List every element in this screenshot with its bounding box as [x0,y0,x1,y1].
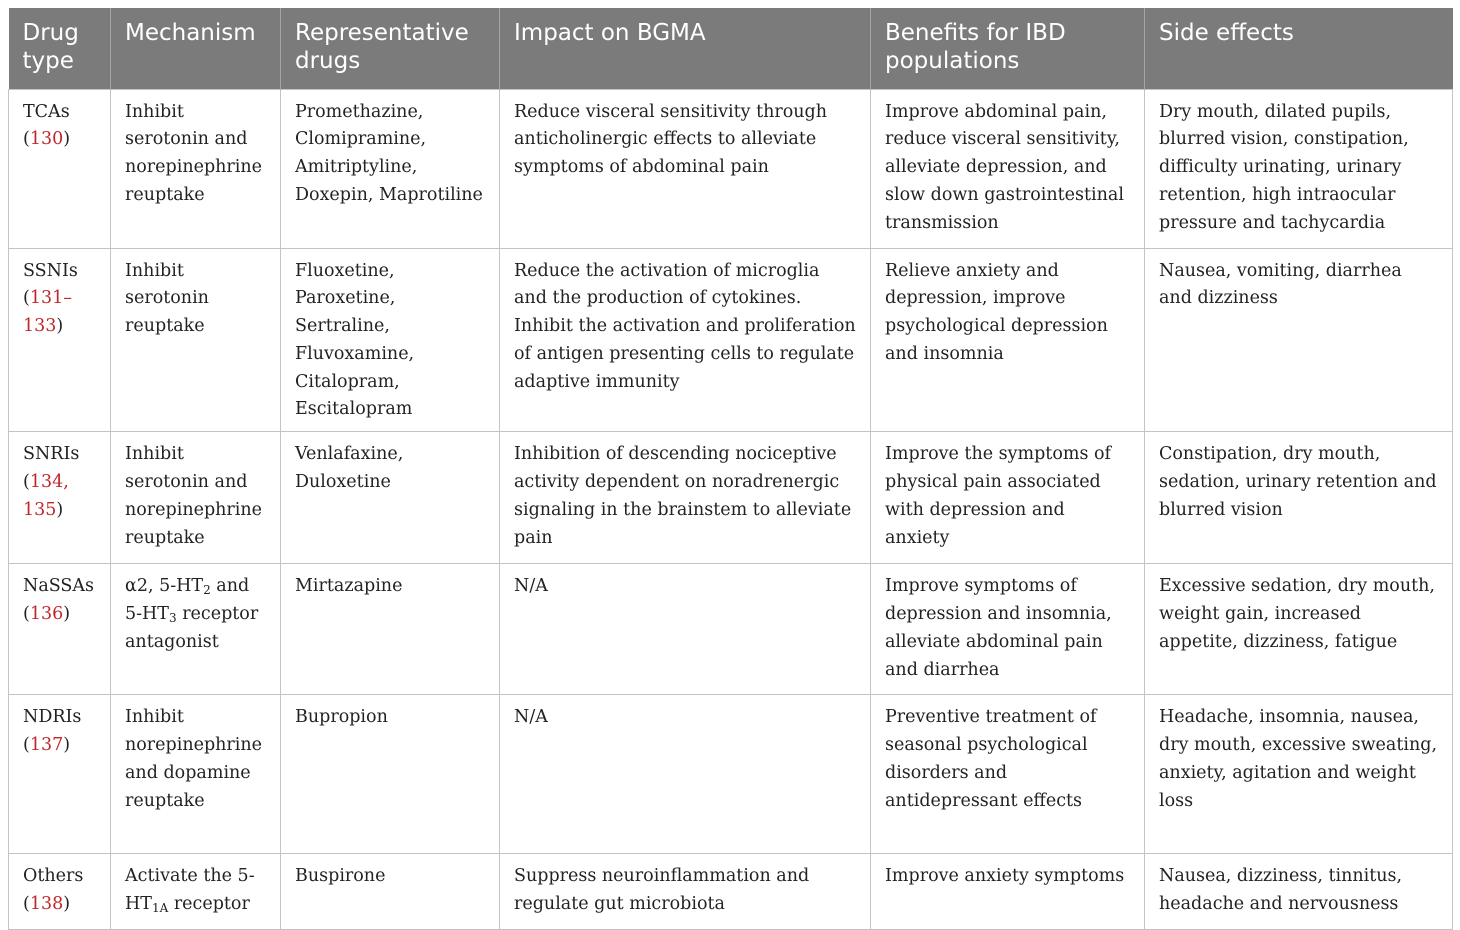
cell-drug-type: TCAs (130) [9,89,111,248]
drug-type-label: TCAs [23,101,70,122]
header-impact: Impact on BGMA [500,8,871,89]
reference-link[interactable]: 137 [29,735,64,756]
table-row [9,695,1453,854]
cell-drugs: Venlafaxine, Duloxetine [281,432,500,564]
cell-drugs: Promethazine, Clomipramine, Amitriptyline, Doxepin, Maprotiline [281,89,500,248]
cell-benefits: Relieve anxiety and depression, improve psychological depression and insomnia [871,248,1145,432]
cell-impact: N/A [500,695,871,854]
subscript: 2 [203,583,211,598]
header-mechanism: Mechanism [111,8,281,89]
cell-mechanism: Inhibit serotonin and norepinephrine reuptake [111,89,281,248]
cell-side-effects: Constipation, dry mouth, sedation, urinary retention and blurred vision [1145,432,1453,564]
reference-link[interactable]: 138 [29,894,64,915]
cell-benefits: Preventive treatment of seasonal psychological disorders and antidepressant effects [871,695,1145,854]
header-side-effects: Side effects [1145,8,1453,89]
header-benefits: Benefits for IBD populations [871,8,1145,89]
subscript: 1A [151,901,169,916]
table-row [9,89,1453,248]
drug-type-label: NDRIs [23,707,82,728]
drug-type-label: SNRIs [23,444,80,465]
cell-drug-type: NDRIs (137) [9,695,111,854]
reference-link[interactable]: 130 [29,129,64,150]
cell-side-effects: Headache, insomnia, nausea, dry mouth, excessive sweating, anxiety, agitation and weight loss [1145,695,1453,854]
header-representative-drugs: Representative drugs [281,8,500,89]
cell-drug-type: NaSSAs (136) [9,564,111,695]
header-drug-type: Drug type [9,8,111,89]
cell-side-effects: Excessive sedation, dry mouth, weight gain, increased appetite, dizziness, fatigue [1145,564,1453,695]
mechanism-text: Activate the 5-HT [125,866,255,915]
cell-drugs: Buspirone [281,854,500,930]
cell-benefits: Improve anxiety symptoms [871,854,1145,930]
cell-impact: Suppress neuroinflammation and regulate gut microbiota [500,854,871,930]
reference-link[interactable]: 134, 135 [23,472,69,520]
table-row [9,854,1453,930]
cell-impact: Reduce visceral sensitivity through anticholinergic effects to alleviate symptoms of abdominal pain [500,89,871,248]
cell-drugs: Mirtazapine [281,564,500,695]
cell-mechanism: Inhibit serotonin and norepinephrine reuptake [111,432,281,564]
cell-drug-type: SNRIs (134, 135) [9,432,111,564]
mechanism-text: and 5-HT [125,576,250,625]
table-row [9,432,1453,564]
cell-mechanism [111,854,281,930]
reference-link[interactable]: 131–133 [23,288,72,337]
drug-table [8,8,1453,930]
reference-link[interactable]: 136 [29,604,64,625]
cell-benefits: Improve abdominal pain, reduce visceral sensitivity, alleviate depression, and slow down gastrointestinal transmission [871,89,1145,248]
cell-impact: Inhibition of descending nociceptive activity dependent on noradrenergic signaling in the brainstem to alleviate pain [500,432,871,564]
cell-side-effects: Dry mouth, dilated pupils, blurred vision, constipation, difficulty urinating, urinary retention, high intraocular pressure and tachycardia [1145,89,1453,248]
header-row [9,8,1453,89]
cell-drugs: Bupropion [281,695,500,854]
table-row [9,564,1453,695]
cell-impact: Reduce the activation of microglia and the production of cytokines. Inhibit the activation and proliferation of antigen presenting cells to regulate adaptive immunity [500,248,871,432]
cell-drugs: Fluoxetine, Paroxetine, Sertraline, Fluvoxamine, Citalopram, Escitalopram [281,248,500,432]
drug-type-label: SSNIs [23,260,78,281]
cell-mechanism: Inhibit serotonin reuptake [111,248,281,432]
cell-benefits: Improve symptoms of depression and insomnia, alleviate abdominal pain and diarrhea [871,564,1145,695]
subscript: 3 [168,611,177,626]
cell-impact: N/A [500,564,871,695]
drug-type-label: NaSSAs [23,576,95,597]
cell-drug-type: SSNIs (131–133) [9,248,111,432]
table-row [9,248,1453,432]
cell-benefits: Improve the symptoms of physical pain associated with depression and anxiety [871,432,1145,564]
cell-side-effects: Nausea, vomiting, diarrhea and dizziness [1145,248,1453,432]
mechanism-text: receptor antagonist [125,604,259,652]
table-container [8,8,1452,930]
cell-side-effects: Nausea, dizziness, tinnitus, headache and nervousness [1145,854,1453,930]
cell-drug-type: Others (138) [9,854,111,930]
cell-mechanism: Inhibit norepinephrine and dopamine reuptake [111,695,281,854]
mechanism-text: receptor [168,894,250,915]
drug-type-label: Others [23,866,84,887]
cell-mechanism [111,564,281,695]
mechanism-text: α2, 5-HT [125,576,204,597]
